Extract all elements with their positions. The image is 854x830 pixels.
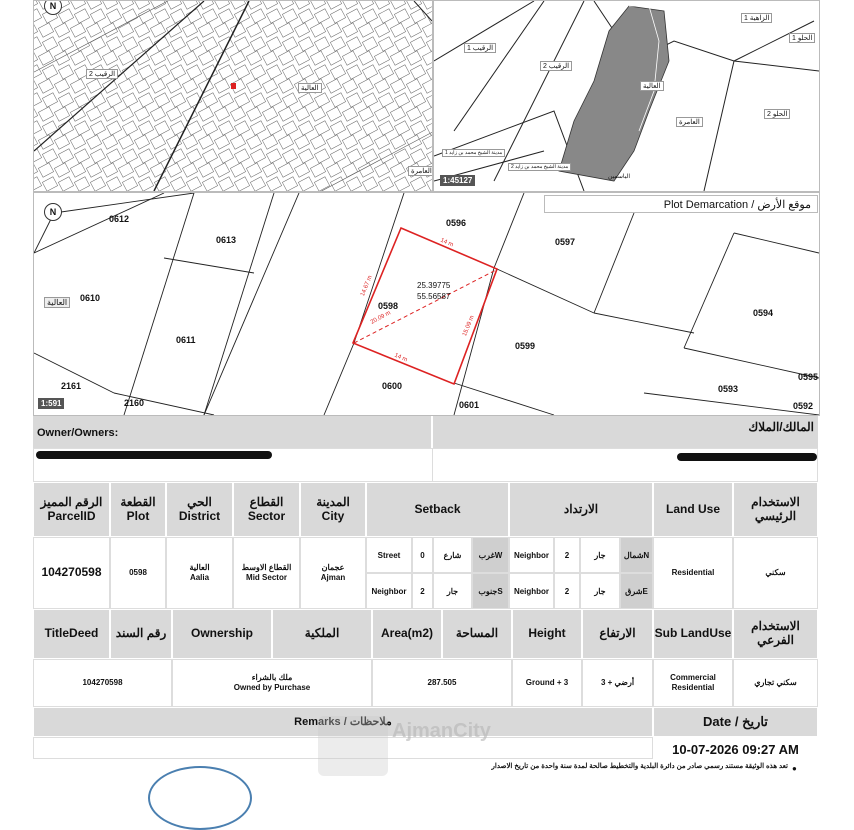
map-block	[34, 51, 38, 65]
map-block	[362, 177, 377, 191]
td-city-ar: عجمان	[321, 562, 345, 572]
coord-lat: 25.39775	[417, 281, 451, 290]
sb-r2-c7: جار	[580, 573, 620, 609]
sb-r2-c1: Neighbor	[366, 573, 412, 609]
map-label-ameera: العامرة	[408, 166, 433, 176]
map-block	[86, 1, 101, 9]
map-label-helw2: الحلو 2	[764, 109, 790, 119]
stamp	[148, 766, 252, 830]
map-block	[374, 163, 389, 177]
owner-label-ar: المالك/الملاك	[748, 420, 814, 434]
td-district-ar: العالية	[189, 562, 210, 572]
td-parcel-id: 104270598	[33, 537, 110, 609]
map-block	[134, 1, 149, 9]
th-district	[166, 482, 233, 537]
map-block	[426, 177, 432, 191]
th-setback-ar: الارتداد	[509, 482, 653, 537]
map-scale-plot: 1:591	[38, 398, 64, 409]
map-block	[34, 9, 42, 23]
dim-left: 14.67 m	[360, 274, 374, 298]
map-block	[102, 1, 117, 9]
plot-demarcation-map[interactable]	[33, 192, 820, 416]
th-city-ar: المدينة	[316, 494, 350, 509]
parcel-0601: 0601	[459, 400, 480, 410]
th-plot-ar: القطعة	[120, 494, 156, 509]
sb-r1-c6: 2	[554, 537, 580, 573]
parcel-0595: 0595	[798, 372, 819, 382]
owner-name-redacted-en	[36, 451, 272, 459]
map-block	[70, 23, 85, 37]
th-land-use-ar: الاستخدام الرئيسي	[733, 482, 818, 537]
owner-name-redacted-ar	[677, 453, 817, 461]
parcel-0599: 0599	[515, 341, 536, 351]
map-block	[58, 37, 73, 51]
parcel-0600: 0600	[382, 381, 403, 391]
sb-r1-c3: شارع	[433, 537, 472, 573]
map-label-zahia1: الزاهية 1	[741, 13, 772, 23]
parcel-0597: 0597	[555, 237, 576, 247]
map-block	[34, 37, 42, 51]
map-scale-right: 1:45127	[440, 175, 475, 186]
td-ownership-en: Owned by Purchase	[233, 683, 311, 692]
td-sub-land-use-ar: سكني تجاري	[733, 659, 818, 707]
footnote-bullet: ●	[792, 764, 797, 773]
td-sector-en: Mid Sector	[246, 573, 287, 582]
coord-lon: 55.56587	[417, 292, 451, 301]
td-title-deed: 104270598	[33, 659, 172, 707]
map-block	[34, 1, 38, 9]
parcel-0594: 0594	[753, 308, 774, 318]
th-city	[300, 482, 366, 537]
th-sector-en: Sector	[247, 508, 286, 523]
td-land-use-en: Residential	[653, 537, 733, 609]
th-title-deed-ar: رقم السند	[110, 609, 172, 659]
map-block	[42, 37, 57, 51]
map-block	[378, 177, 393, 191]
th-parcel-id-ar: الرقم المميز	[40, 494, 103, 509]
map-block	[58, 9, 73, 23]
owner-values-divider	[432, 449, 433, 481]
th-city-en: City	[321, 508, 345, 523]
map-block	[410, 177, 425, 191]
map-label-ameera-right: العامرة	[676, 117, 703, 127]
td-district	[166, 537, 233, 609]
map-right-svg	[434, 1, 819, 191]
setback-grid	[366, 537, 653, 609]
map-block	[54, 23, 69, 37]
parcel-0592: 0592	[793, 401, 814, 411]
date-value: 10-07-2026 09:27 AM	[672, 741, 799, 757]
sb-r2-c8: شرقE	[620, 573, 653, 609]
map-block	[70, 1, 85, 9]
map-label-yasmeen: الياسمين	[608, 174, 631, 180]
th-plot	[110, 482, 166, 537]
th-parcel-id	[33, 482, 110, 537]
th-sub-land-use-en: Sub LandUse	[653, 609, 733, 659]
map-block	[34, 23, 38, 37]
owner-label-en: Owner/Owners:	[37, 427, 119, 439]
map-block	[410, 149, 425, 163]
parcel-0593: 0593	[718, 384, 739, 394]
owner-divider	[431, 416, 433, 448]
td-sub-land-use-en1: Commercial	[670, 672, 716, 682]
td-height-en: Ground + 3	[512, 659, 582, 707]
parcel-0610: 0610	[80, 293, 101, 303]
th-parcel-id-en: ParcelID	[47, 508, 96, 523]
map-label-helw1: الحلو 1	[789, 33, 815, 43]
map-block	[106, 9, 121, 23]
td-sub-land-use-en2: Residential	[671, 683, 715, 692]
map-block	[38, 23, 53, 37]
th-district-en: District	[178, 508, 221, 523]
map-block	[90, 9, 105, 23]
th-height-ar: الارتفاع	[582, 609, 653, 659]
remarks-label: Remarks / ملاحظات	[294, 715, 392, 728]
th-district-ar: الحي	[187, 494, 212, 509]
map-block	[118, 1, 133, 9]
th-sector-ar: القطاع	[249, 494, 284, 509]
td-city-en: Ajman	[320, 573, 346, 582]
td-ownership-ar: ملك بالشراء	[251, 672, 293, 682]
map-block	[390, 163, 405, 177]
sb-r2-c5: Neighbor	[509, 573, 554, 609]
map-label-aalia-plot: العالية	[44, 297, 70, 308]
th-ownership-ar: الملكية	[272, 609, 372, 659]
td-ownership	[172, 659, 372, 707]
td-sector	[233, 537, 300, 609]
watermark	[318, 716, 388, 776]
th-height-en: Height	[512, 609, 582, 659]
map-label-aalia: العالية	[298, 83, 322, 93]
td-plot: 0598	[110, 537, 166, 609]
th-land-use-en: Land Use	[653, 482, 733, 537]
parcel-0611: 0611	[176, 335, 196, 345]
plot-demarcation-title: Plot Demarcation / موقع الأرض	[544, 195, 818, 213]
th-setback-en: Setback	[366, 482, 509, 537]
td-district-en: Aalia	[189, 573, 210, 582]
map-label-mbz1: مدينة الشيخ محمد بن زايد 1	[442, 149, 505, 157]
td-height-ar: أرضي + 3	[582, 659, 653, 707]
sb-r1-c2: 0	[412, 537, 433, 573]
sb-r2-c4: جنوبS	[472, 573, 509, 609]
map-label-aalia-right: العالية	[640, 81, 664, 91]
location-map-right[interactable]	[433, 0, 820, 192]
parcel-0613: 0613	[216, 235, 237, 245]
map-label-raqaib1: الرقيب 1	[464, 43, 496, 53]
dim-right: 15.09 m	[462, 314, 476, 338]
map-left-svg	[34, 1, 432, 191]
owner-values	[33, 448, 818, 482]
dim-diag: 20.09 m	[369, 310, 392, 326]
th-plot-en: Plot	[126, 508, 150, 523]
map-block	[74, 9, 89, 23]
map-block	[346, 177, 361, 191]
sb-r2-c3: جار	[433, 573, 472, 609]
sb-r1-c4: غربW	[472, 537, 509, 573]
watermark-text: AjmanCity	[392, 720, 491, 742]
parcel-0598: 0598	[378, 301, 399, 311]
map-block	[394, 177, 409, 191]
dim-top: 14 m	[439, 237, 454, 249]
sb-r1-c7: جار	[580, 537, 620, 573]
sb-r2-c2: 2	[412, 573, 433, 609]
sb-r2-c6: 2	[554, 573, 580, 609]
dim-bottom: 14 m	[393, 352, 408, 364]
date-header: Date / تاريخ	[653, 707, 818, 737]
td-area: 287.505	[372, 659, 512, 707]
th-area-en: Area(m2)	[372, 609, 442, 659]
map-block	[426, 149, 432, 163]
th-title-deed-en: TitleDeed	[33, 609, 110, 659]
sb-r1-c8: شمالN	[620, 537, 653, 573]
td-city	[300, 537, 366, 609]
sb-r1-c1: Street	[366, 537, 412, 573]
footnote: تعد هذه الوثيقة مستند رسمي صادر من دائرة البلدية والتخطيط صالحة لمدة سنة واحدة من تاريخ الاصدار	[491, 763, 788, 770]
th-area-ar: المساحة	[442, 609, 512, 659]
th-sector	[233, 482, 300, 537]
parcel-0612: 0612	[109, 214, 130, 224]
td-sector-ar: القطاع الاوسط	[241, 562, 292, 572]
north-arrow-icon-plot: N	[44, 203, 62, 221]
map-label-raqaib2: الرقيب 2	[86, 69, 118, 79]
th-sub-land-use-ar: الاستخدام الفرعي	[733, 609, 818, 659]
parcel-0596: 0596	[446, 218, 467, 228]
parcel-2161: 2161	[61, 381, 82, 391]
location-map-left[interactable]	[33, 0, 433, 192]
map-label-raqaib2-right: الرقيب 2	[540, 61, 572, 71]
north-arrow-icon: N	[44, 0, 62, 15]
map-label-mbz2: مدينة الشيخ محمد بن زايد 2	[508, 163, 571, 171]
owner-header	[33, 416, 818, 448]
map-block	[86, 23, 101, 37]
td-land-use-ar: سكني	[733, 537, 818, 609]
parcel-2160: 2160	[124, 398, 145, 408]
plot-map-svg	[34, 193, 819, 415]
sb-r1-c5: Neighbor	[509, 537, 554, 573]
th-ownership-en: Ownership	[172, 609, 272, 659]
td-sub-land-use-en	[653, 659, 733, 707]
